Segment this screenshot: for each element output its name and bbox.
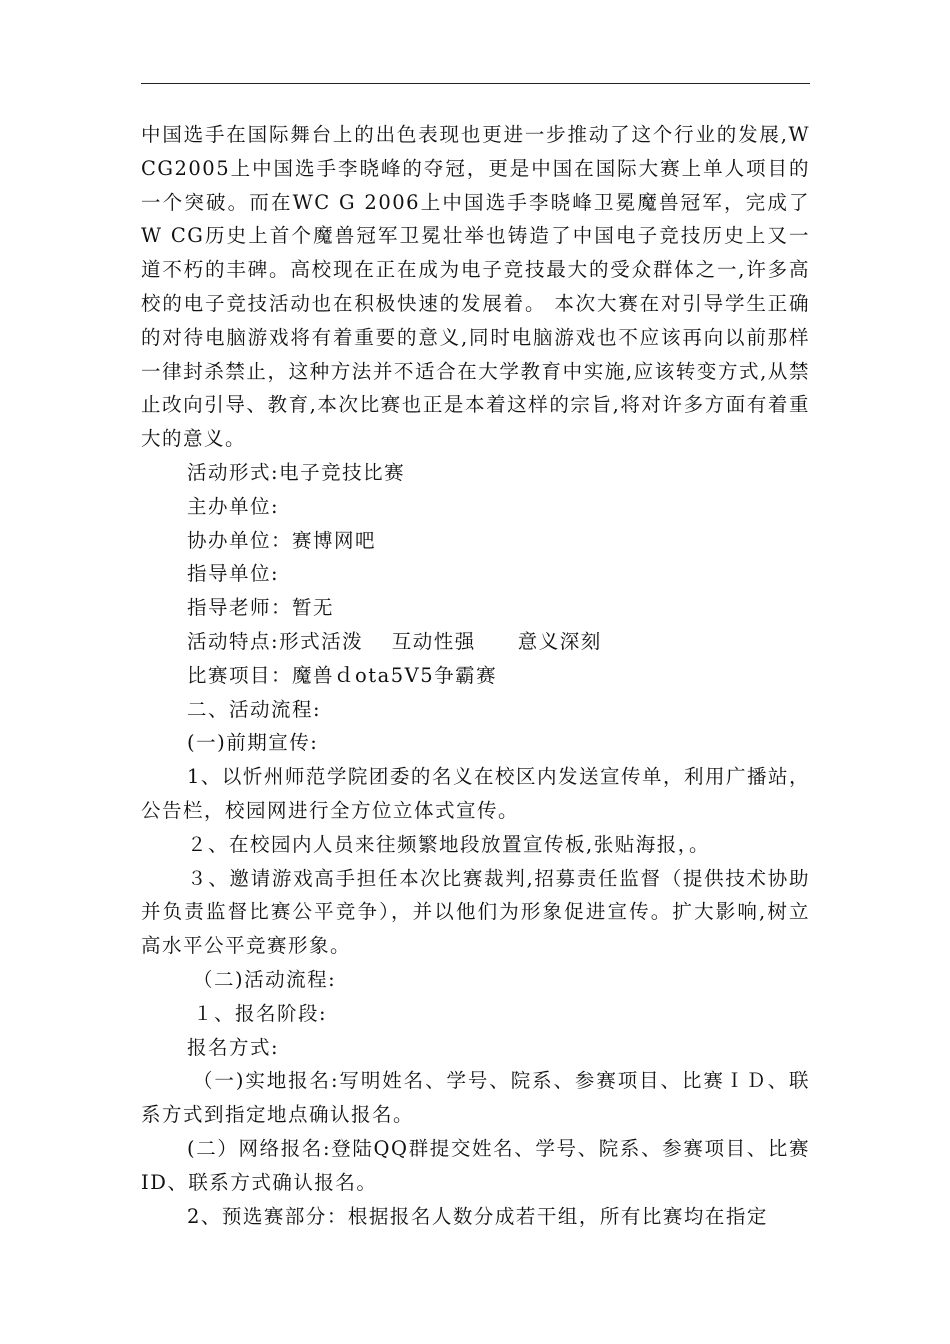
signup-onsite-item: （一)实地报名:写明姓名、学号、院系、参赛项目、比赛ＩＤ、联系方式到指定地点确认报名。 [141, 1069, 810, 1127]
co-organizer-line: 协办单位：赛博网吧 [187, 528, 377, 552]
features-line: 活动特点:形式活泼 互动性强 意义深刻 [187, 629, 602, 653]
promo-item-1: 1、以忻州师范学院团委的名义在校区内发送宣传单，利用广播站，公告栏，校园网进行全方位立体式宣传。 [141, 765, 810, 822]
sub-two-heading: （二)活动流程: [193, 967, 337, 991]
signup-method-line: 报名方式: [187, 1035, 280, 1059]
step-1-heading: １、报名阶段: [193, 1001, 328, 1025]
event-line: 比赛项目：魔兽ｄota5V5争霸赛 [187, 663, 498, 687]
activity-form-line: 活动形式:电子竞技比赛 [187, 460, 406, 484]
host-line: 主办单位: [187, 494, 280, 518]
document-body [141, 118, 810, 1233]
guidance-teacher-line: 指导老师：暂无 [187, 596, 335, 620]
header-rule [141, 83, 810, 84]
section-two-heading: 二、活动流程: [187, 697, 322, 721]
guidance-unit-line: 指导单位: [187, 562, 280, 586]
sub-one-heading: (一)前期宣传: [187, 731, 319, 755]
promo-item-3: ３、邀请游戏高手担任本次比赛裁判,招募责任监督（提供技术协助并负责监督比赛公平竞争），并以他们为形象促进宣传。扩大影响,树立高水平公平竞赛形象。 [141, 866, 810, 958]
promo-item-2: ２、在校园内人员来往频繁地段放置宣传板,张贴海报，。 [187, 832, 710, 856]
intro-paragraph: 中国选手在国际舞台上的出色表现也更进一步推动了这个行业的发展,WCG2005上中国选手李晓峰的夺冠，更是中国在国际大赛上单人项目的一个突破。而在WC G 2006上中国选手李晓峰卫冕魔兽冠军，完成了W CG历史上首个魔兽冠军卫冕壮举也铸造了中国电子竞技历史上又一道不朽的丰碑。高校现在正在成为电子竞技最大的受众群体之一,许多高校的电子竞技活动也在积极快速的发展着。 本次大赛在对引导学生正确的对待电脑游戏将有着重要的意义,同时电脑游戏也不应该再向以前那样一律封杀禁止，这种方法并不适合在大学教育中实施,应该转变方式,从禁止改向引导、教育,本次比赛也正是本着这样的宗旨,将对许多方面有着重大的意义。 [141, 123, 810, 451]
step-2-line: 2、预选赛部分：根据报名人数分成若干组，所有比赛均在指定 [187, 1204, 768, 1228]
signup-online-item: (二）网络报名:登陆QQ群提交姓名、学号、院系、参赛项目、比赛ID、联系方式确认报名。 [141, 1136, 810, 1194]
